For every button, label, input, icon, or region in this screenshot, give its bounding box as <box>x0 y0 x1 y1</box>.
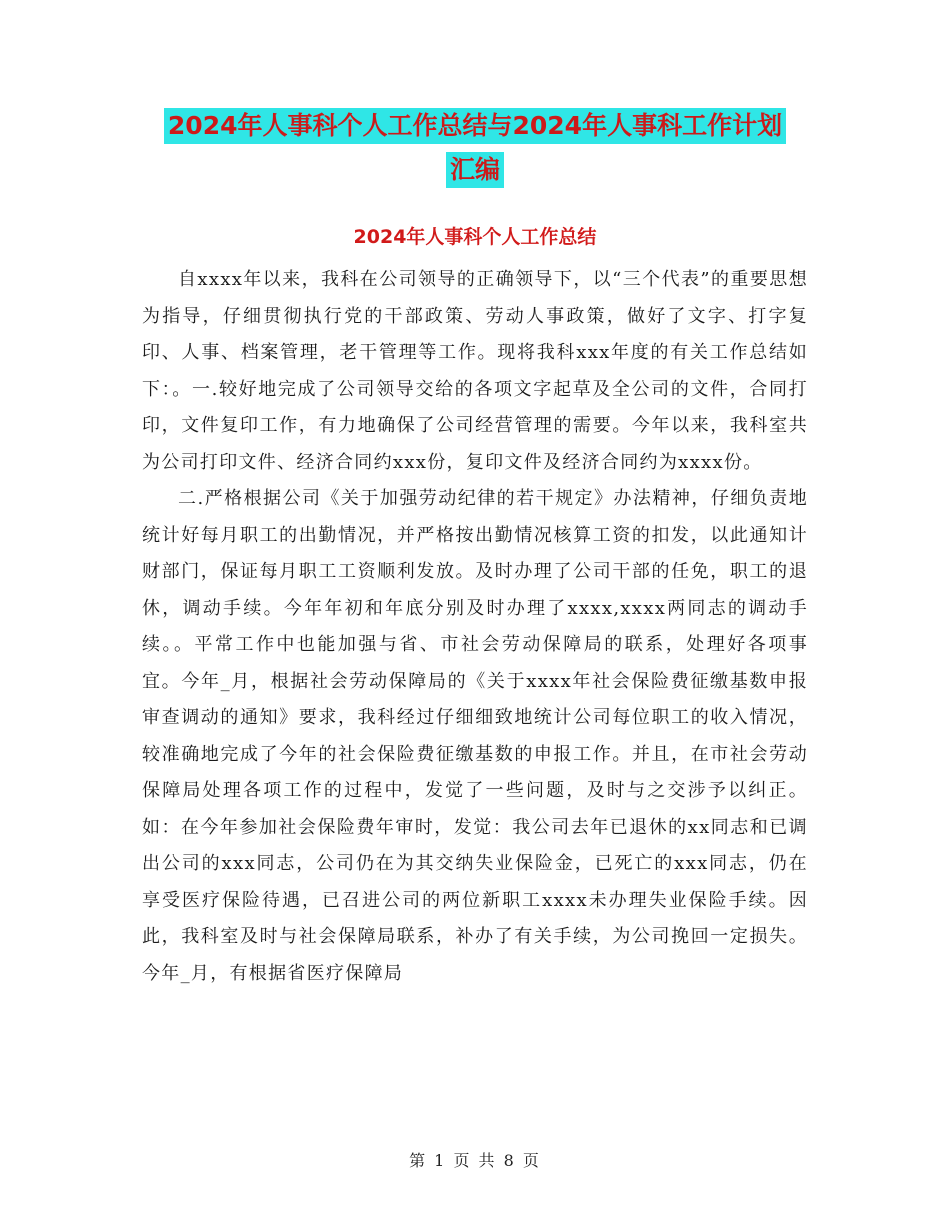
body-text <box>142 262 808 992</box>
paragraph-2: 二.严格根据公司《关于加强劳动纪律的若干规定》办法精神，仔细负责地统计好每月职工的出勤情况，并严格按出勤情况核算工资的扣发，以此通知计财部门，保证每月职工工资顺利发放。及时办理了公司干部的任免，职工的退休，调动手续。今年年初和年底分别及时办理了xxxx,xxxx两同志的调动手续。。平常工作中也能加强与省、市社会劳动保障局的联系，处理好各项事宜。今年_月，根据社会劳动保障局的《关于xxxx年社会保险费征缴基数申报审查调动的通知》要求，我科经过仔细细致地统计公司每位职工的收入情况，较准确地完成了今年的社会保险费征缴基数的申报工作。并且，在市社会劳动保障局处理各项工作的过程中，发觉了一些问题，及时与之交涉予以纠正。如：在今年参加社会保险费年审时，发觉：我公司去年已退休的xx同志和已调出公司的xxx同志，公司仍在为其交纳失业保险金，已死亡的xxx同志，仍在享受医疗保险待遇，已召进公司的两位新职工xxxx未办理失业保险手续。因此，我科室及时与社会保障局联系，补办了有关手续，为公司挽回一定损失。今年_月，有根据省医疗保障局 <box>142 488 808 984</box>
page-footer: 第 1 页 共 8 页 <box>409 1151 541 1170</box>
paragraph-1: 自xxxx年以来，我科在公司领导的正确领导下，以“三个代表”的重要思想为指导，仔细贯彻执行党的干部政策、劳动人事政策，做好了文字、打字复印、人事、档案管理，老干管理等工作。现将我科xxx年度的有关工作总结如下：。一.较好地完成了公司领导交给的各项文字起草及全公司的文件，合同打印，文件复印工作，有力地确保了公司经营管理的需要。今年以来，我科室共为公司打印文件、经济合同约xxx份，复印文件及经济合同约为xxxx份。 <box>142 269 808 473</box>
section-title: 2024年人事科个人工作总结 <box>353 226 597 248</box>
title-line-2: 汇编 <box>446 152 504 188</box>
document-title <box>0 108 950 188</box>
title-line-1: 2024年人事科个人工作总结与2024年人事科工作计划 <box>164 108 786 144</box>
